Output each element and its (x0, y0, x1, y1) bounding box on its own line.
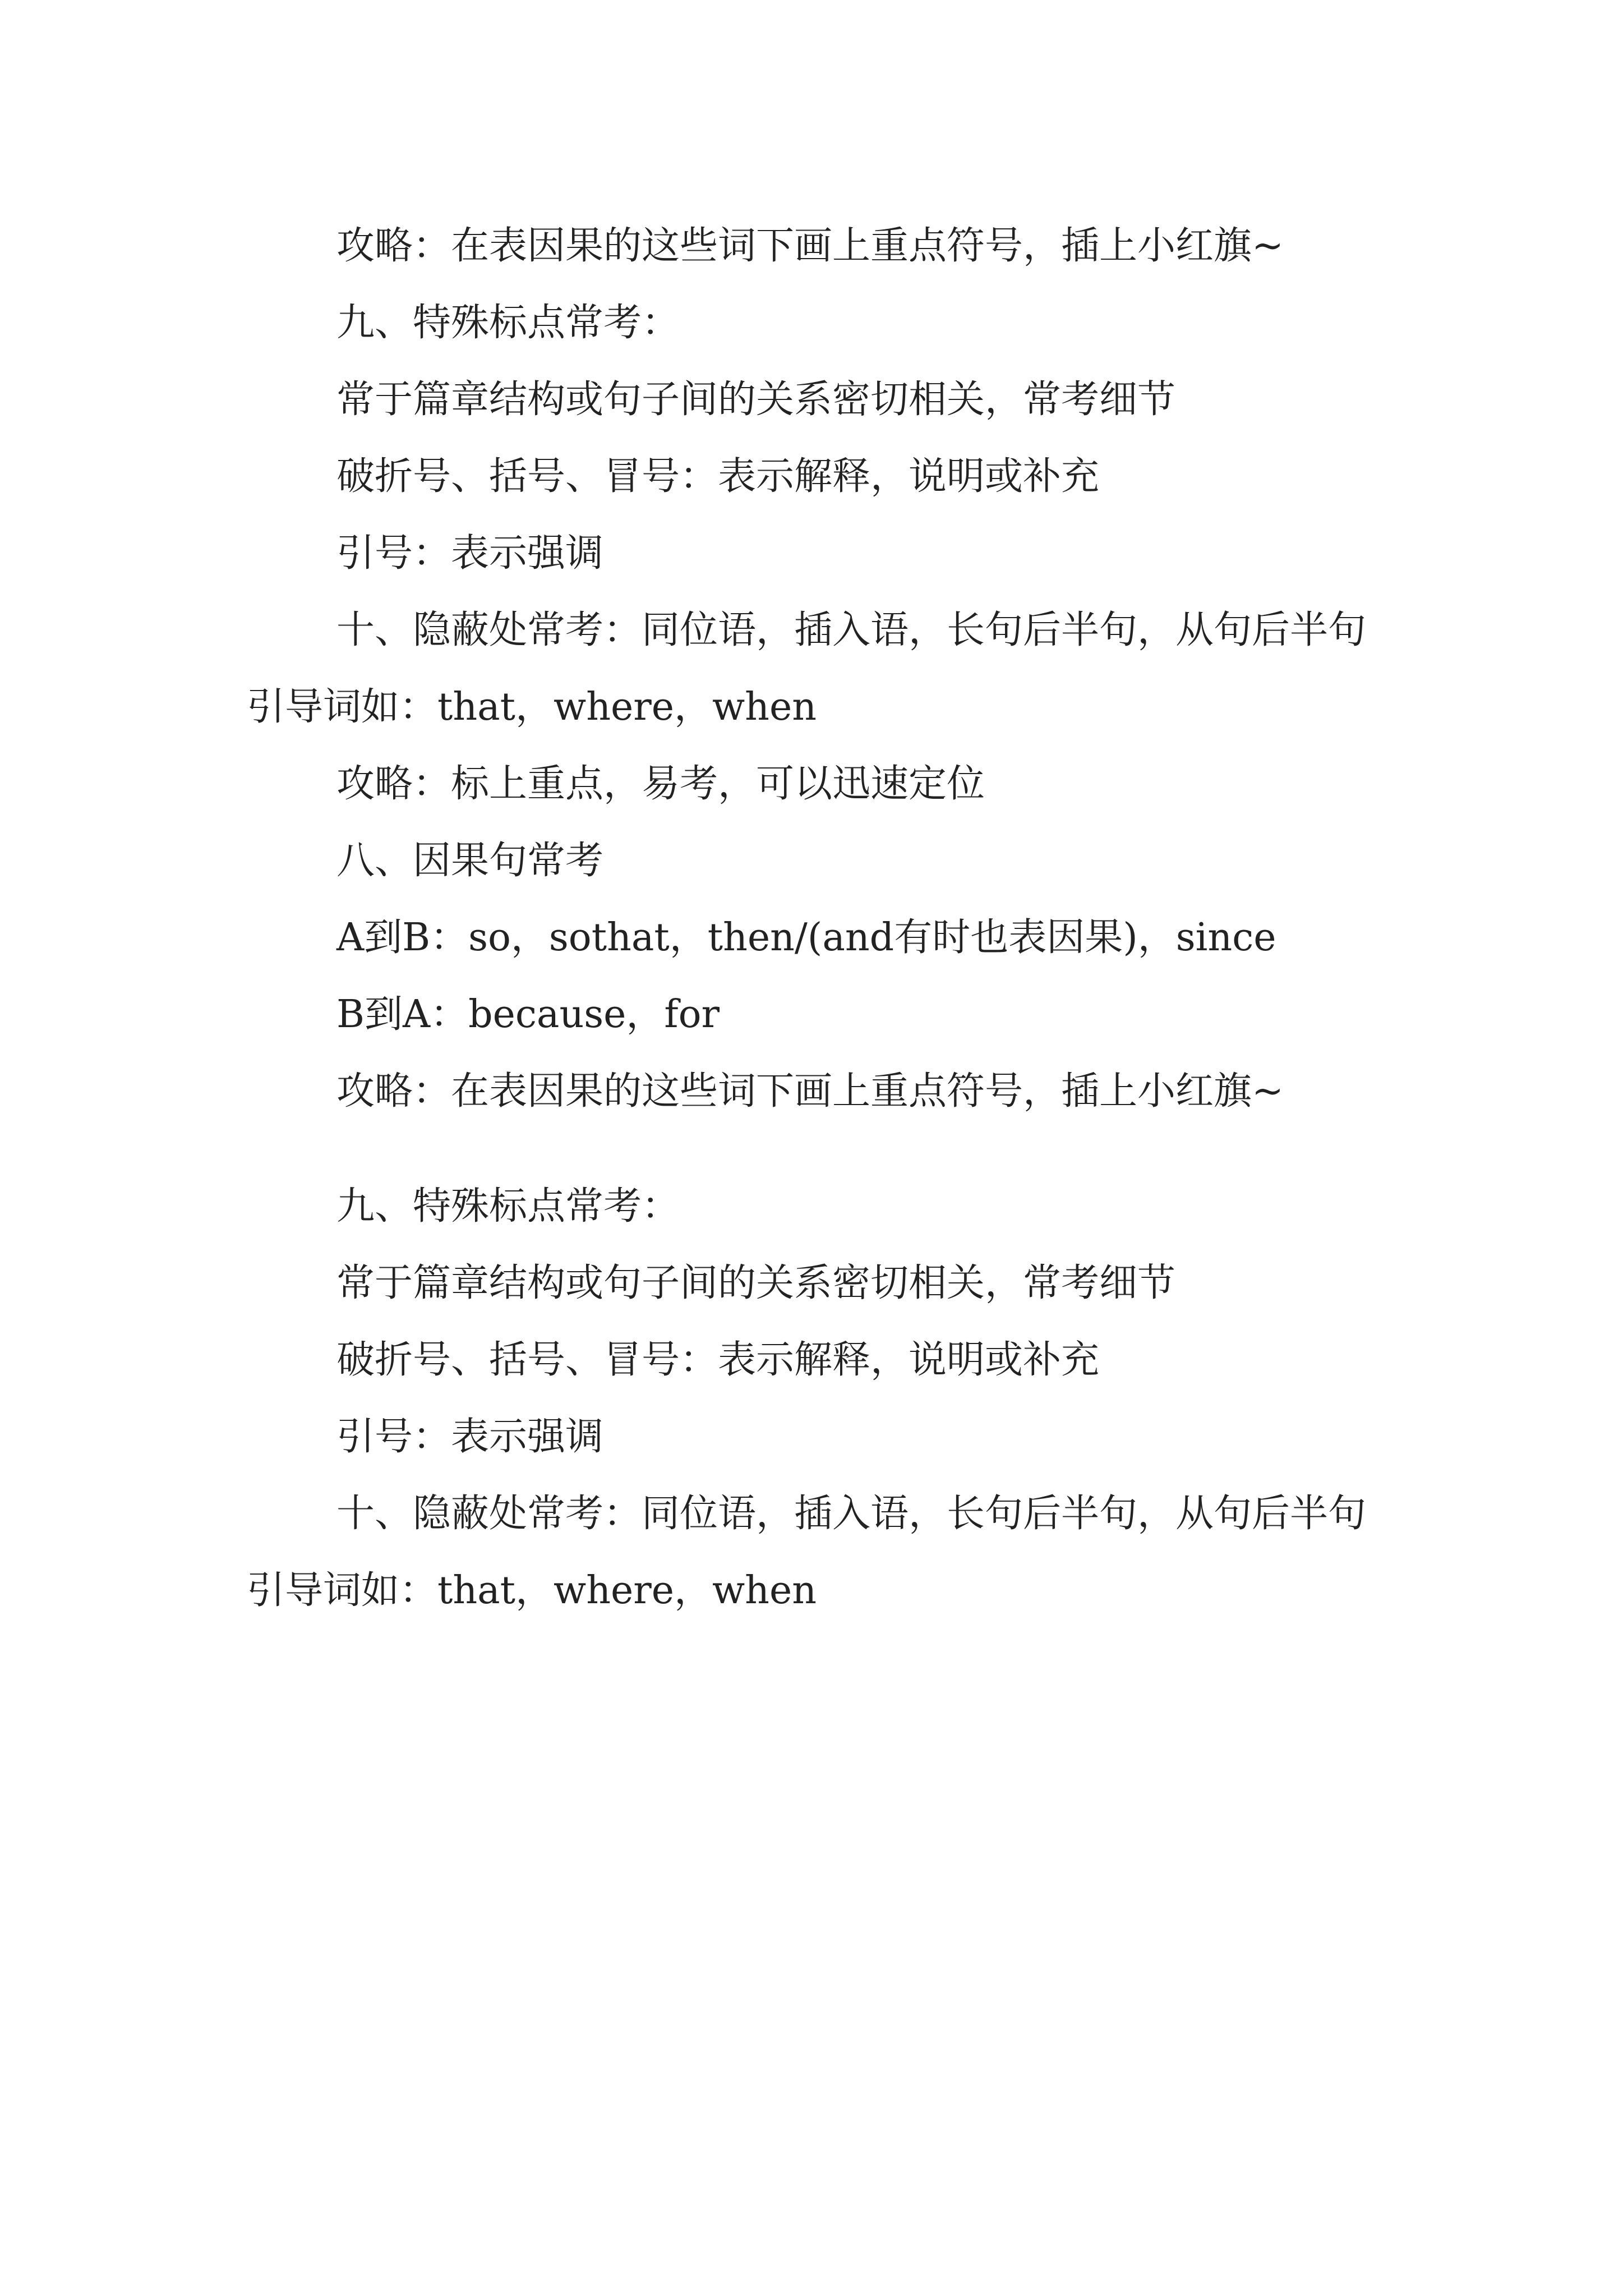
document-body (247, 208, 1396, 1629)
paragraph: 九、特殊标点常考： (336, 301, 680, 345)
paragraph: 常于篇章结构或句子间的关系密切相关，常考细节 (336, 378, 1176, 422)
paragraph: 引号：表示强调 (336, 1415, 604, 1459)
paragraph: 常于篇章结构或句子间的关系密切相关，常考细节 (336, 1261, 1176, 1305)
paragraph: A到B：so，sothat，then/(and有时也表因果)，since (336, 915, 1276, 960)
paragraph: B到A：because，for (336, 992, 720, 1037)
paragraph: 攻略：在表因果的这些词下画上重点符号，插上小红旗~ (336, 224, 1284, 268)
paragraph: 十、隐蔽处常考：同位语，插入语，长句后半句，从句后半句引导词如：that，where，when (247, 608, 1367, 729)
paragraph: 攻略：标上重点，易考，可以迅速定位 (336, 762, 985, 806)
paragraph: 十、隐蔽处常考：同位语，插入语，长句后半句，从句后半句引导词如：that，where，when (247, 1492, 1367, 1613)
paragraph: 破折号、括号、冒号：表示解释，说明或补充 (336, 454, 1100, 499)
paragraph: 攻略：在表因果的这些词下画上重点符号，插上小红旗~ (336, 1069, 1284, 1114)
paragraph: 破折号、括号、冒号：表示解释，说明或补充 (336, 1338, 1100, 1382)
paragraph: 引号：表示强调 (336, 531, 604, 576)
paragraph: 九、特殊标点常考： (336, 1184, 680, 1228)
paragraph: 八、因果句常考 (336, 839, 604, 883)
